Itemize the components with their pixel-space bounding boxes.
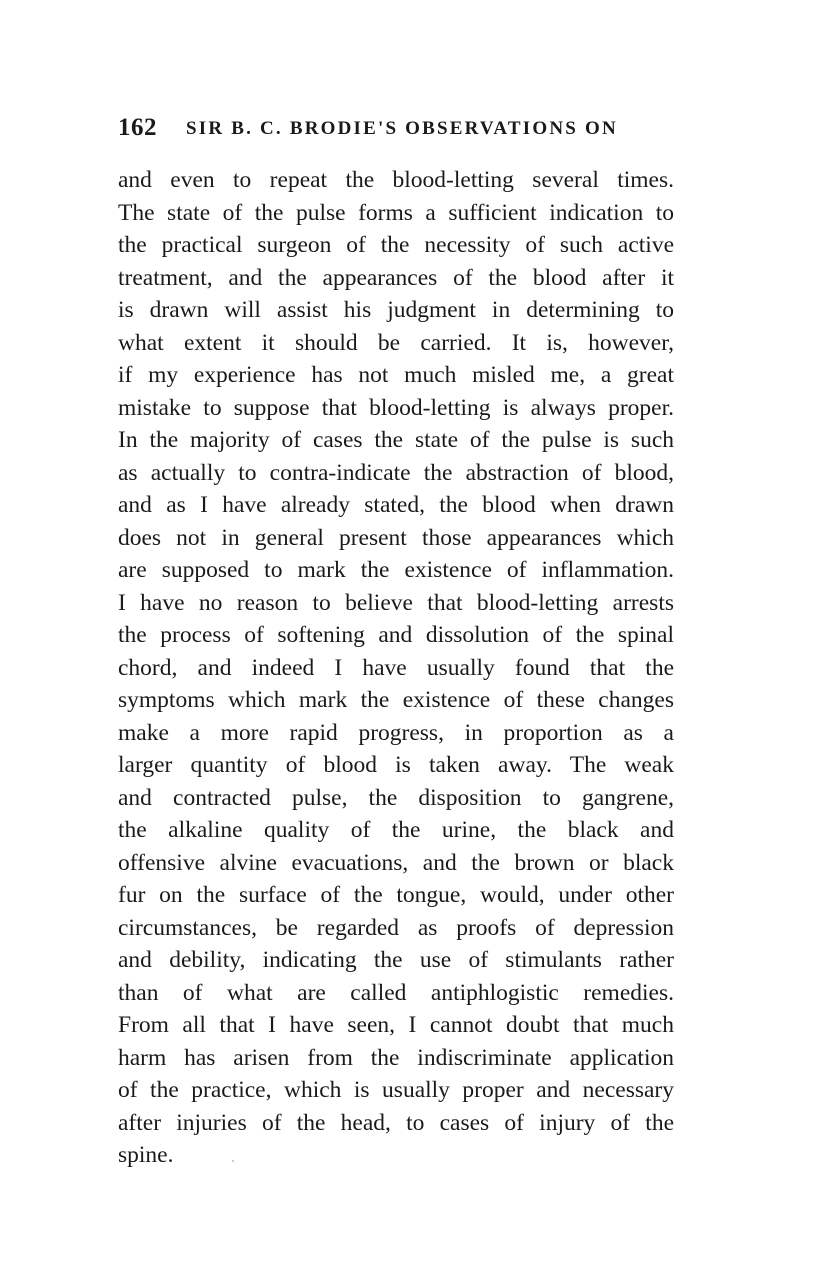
text-line: fur on the surface of the tongue, would, under other [118,882,674,908]
text-line: larger quantity of blood is taken away. The weak [118,752,674,778]
text-line: and as I have already stated, the blood when drawn [118,492,674,518]
text-line: circumstances, be regarded as proofs of depression [118,914,674,941]
text-line-last: spine. [118,1142,174,1168]
text-line: offensive alvine evacuations, and the brown or black [118,849,674,876]
text-line: and debility, indicating the use of stimulants rather [118,947,674,973]
text-line: I have no reason to believe that blood-letting arrests [118,589,674,616]
text-line: does not in general present those appearances which [118,524,674,551]
text-line: symptoms which mark the existence of these changes [118,687,674,713]
text-line: after injuries of the head, to cases of injury of the [118,1109,674,1136]
text-line: The state of the pulse forms a sufficient indication to [118,199,674,226]
text-line: From all that I have seen, I cannot doubt that much [118,1012,674,1038]
page-number: 162 [118,114,157,141]
text-line: the process of softening and dissolution of the spinal [118,622,674,648]
text-line: of the practice, which is usually proper and necessary [118,1077,674,1103]
text-line: if my experience has not much misled me, a great [118,362,674,388]
text-line: make a more rapid progress, in proportion as a [118,719,674,746]
running-head [118,114,678,148]
text-line: are supposed to mark the existence of inflammation. [118,557,674,583]
text-line: the alkaline quality of the urine, the black and [118,817,674,843]
text-line: treatment, and the appearances of the blood after it [118,264,674,291]
text-line: as actually to contra-indicate the abstraction of blood, [118,459,674,486]
text-line: than of what are called antiphlogistic remedies. [118,979,674,1006]
text-line: and contracted pulse, the disposition to gangrene, [118,784,674,811]
text-line: and even to repeat the blood-letting several times. [118,167,674,193]
running-head-title: SIR B. C. BRODIE'S OBSERVATIONS ON [186,118,618,139]
text-line: the practical surgeon of the necessity of such active [118,232,674,258]
text-line: harm has arisen from the indiscriminate application [118,1044,674,1071]
paper-speck [232,1160,234,1162]
text-line: mistake to suppose that blood-letting is always proper. [118,394,674,421]
text-line: is drawn will assist his judgment in determining to [118,297,674,323]
text-line: chord, and indeed I have usually found that the [118,654,674,681]
text-line: In the majority of cases the state of the pulse is such [118,427,674,453]
body-text [118,164,674,1172]
text-line: what extent it should be carried. It is, however, [118,329,674,356]
